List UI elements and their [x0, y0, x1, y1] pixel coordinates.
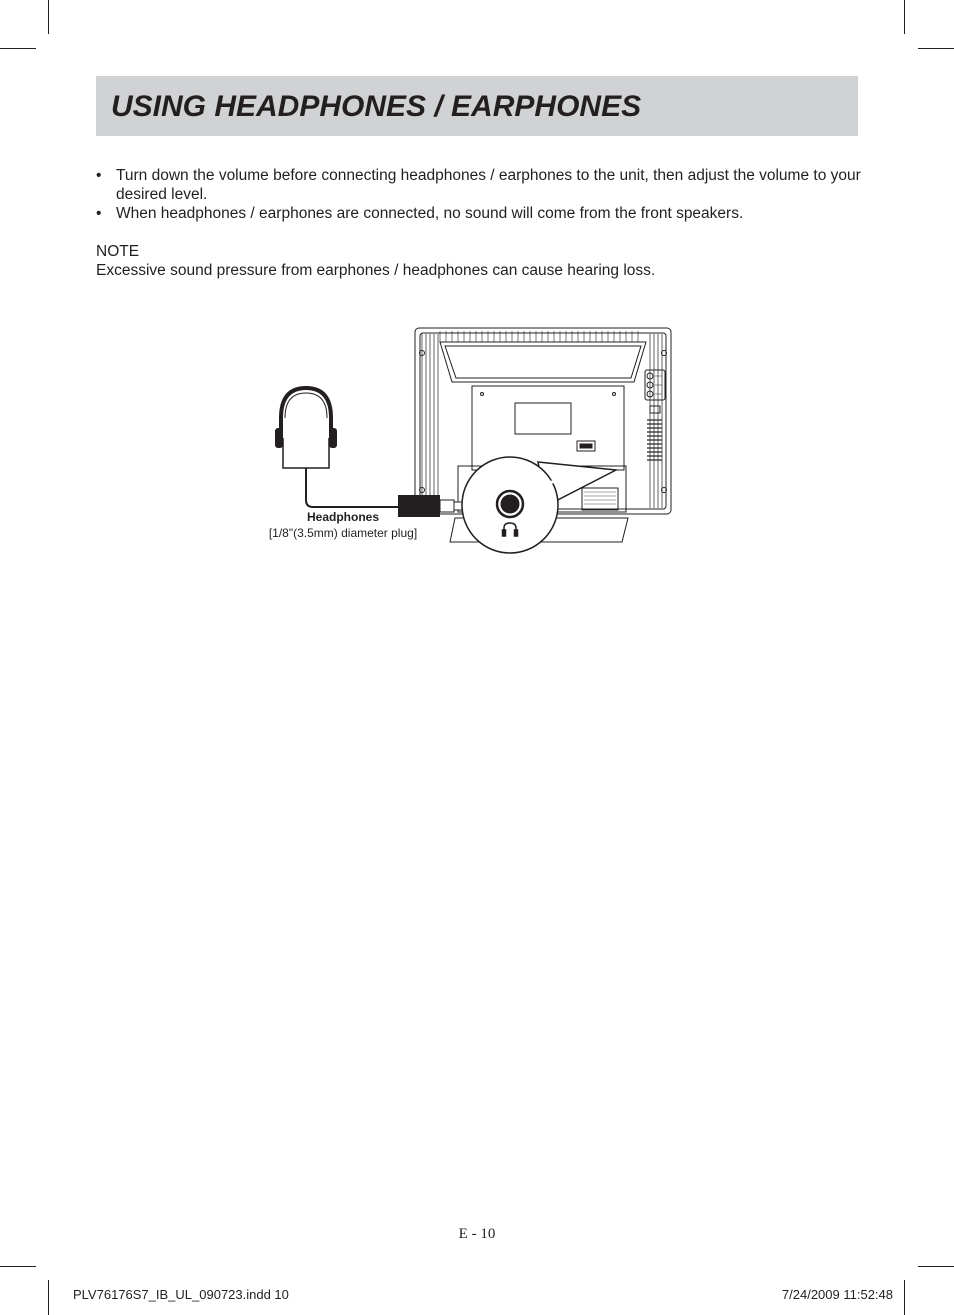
crop-mark-top-left-v: [48, 0, 49, 34]
bullet-marker: •: [96, 205, 102, 222]
instruction-list: [96, 166, 866, 223]
plug-size-label: [1/8"(3.5mm) diameter plug]: [268, 526, 418, 540]
headphones-label: Headphones: [306, 510, 380, 524]
note-text: Excessive sound pressure from earphones / headphones can cause hearing loss.: [96, 262, 656, 279]
note-heading: NOTE: [96, 243, 140, 260]
footer-file-name: PLV76176S7_IB_UL_090723.indd 10: [73, 1287, 289, 1302]
bullet-marker: •: [96, 167, 102, 184]
list-item: [96, 166, 866, 204]
crop-mark-top-right-h: [918, 48, 954, 49]
jack-callout: [462, 457, 616, 553]
crop-mark-top-right-v: [904, 0, 905, 34]
crop-mark-bottom-left-h: [0, 1266, 36, 1267]
headphone-cable: [306, 468, 400, 507]
page-number: E - 10: [458, 1226, 496, 1242]
crop-mark-bottom-right-h: [918, 1266, 954, 1267]
footer-timestamp: 7/24/2009 11:52:48: [781, 1287, 893, 1302]
headphones-icon: [275, 388, 337, 468]
list-item-text: Turn down the volume before connecting headphones / earphones to the unit, then adjust the volume to your desired level.: [116, 167, 861, 203]
crop-mark-top-left-h: [0, 48, 36, 49]
crop-mark-bottom-right-v: [904, 1280, 905, 1315]
crop-mark-bottom-left-v: [48, 1280, 49, 1315]
headphone-connection-diagram: [250, 320, 680, 560]
list-item: [96, 204, 866, 223]
page-title: USING HEADPHONES / EARPHONES: [111, 90, 642, 123]
list-item-text: When headphones / earphones are connected, no sound will come from the front speakers.: [116, 205, 744, 222]
title-bar: [96, 76, 858, 136]
